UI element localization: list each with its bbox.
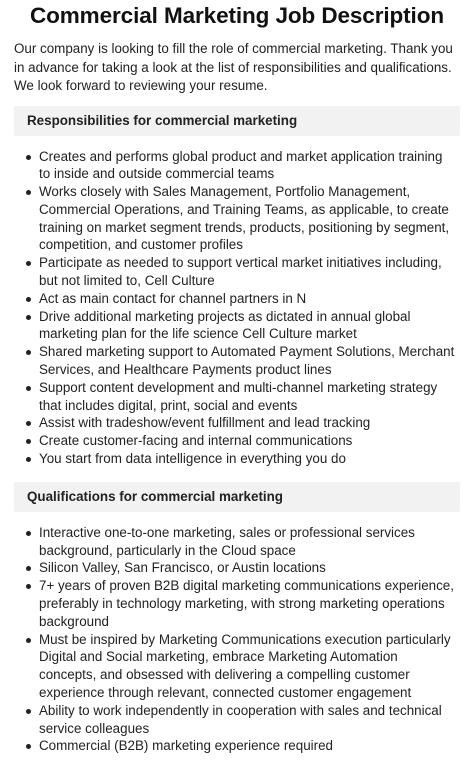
bullet-icon	[26, 386, 31, 391]
list-item-text: Silicon Valley, San Francisco, or Austin locations	[39, 560, 326, 576]
bullet-icon	[26, 439, 31, 444]
bullet-icon	[26, 744, 31, 749]
list-item-text: Creates and performs global product and market application training to inside and outside commercial teams	[39, 148, 443, 182]
list-item	[26, 450, 456, 468]
list-item	[26, 254, 456, 290]
bullet-icon	[26, 457, 31, 462]
list-item-text: Must be inspired by Marketing Communications execution particularly Digital and Social marketing, embrace Marketing Automation concepts, and obsessed with delivering a compelling customer experience through relevant, connected customer engagement	[39, 631, 451, 701]
list-item-text: Support content development and multi-channel marketing strategy that includes digital, print, social and events	[39, 379, 438, 413]
bullet-icon	[26, 709, 31, 714]
responsibilities-list	[14, 148, 460, 468]
bullet-icon	[26, 190, 31, 195]
bullet-icon	[26, 261, 31, 266]
list-item	[26, 432, 456, 450]
list-item	[26, 308, 456, 344]
list-item	[26, 524, 456, 560]
list-item-text: Commercial (B2B) marketing experience required	[39, 738, 333, 754]
bullet-icon	[26, 315, 31, 320]
list-item-text: Drive additional marketing projects as dictated in annual global marketing plan for the life science Cell Culture market	[39, 308, 411, 342]
list-item	[26, 559, 456, 577]
list-item	[26, 737, 456, 755]
bullet-icon	[26, 155, 31, 160]
qualifications-heading: Qualifications for commercial marketing	[14, 482, 460, 512]
list-item	[26, 290, 456, 308]
bullet-icon	[26, 297, 31, 302]
list-item-text: Assist with tradeshow/event fulfillment and lead tracking	[39, 415, 371, 431]
list-item	[26, 343, 456, 379]
list-item-text: Create customer-facing and internal communications	[39, 433, 353, 449]
page-title: Commercial Marketing Job Description	[29, 3, 444, 28]
bullet-icon	[26, 566, 31, 571]
bullet-icon	[26, 531, 31, 536]
list-item-text: Participate as needed to support vertical market initiatives including, but not limited to, Cell Culture	[39, 255, 442, 289]
list-item	[26, 631, 456, 702]
intro-paragraph: Our company is looking to fill the role of commercial marketing. Thank you in advance for taking a look at the list of responsibilities and qualifications. We look forward to reviewing your resume.	[14, 41, 453, 93]
list-item	[26, 379, 456, 415]
list-item	[26, 183, 456, 254]
responsibilities-heading: Responsibilities for commercial marketing	[14, 106, 460, 136]
list-item-text: Ability to work independently in cooperation with sales and technical service colleagues	[39, 702, 442, 736]
bullet-icon	[26, 584, 31, 589]
qualifications-list	[14, 524, 460, 755]
bullet-icon	[26, 638, 31, 643]
list-item-text: Act as main contact for channel partners in N	[39, 290, 307, 306]
list-item	[26, 702, 456, 738]
bullet-icon	[26, 350, 31, 355]
list-item	[26, 148, 456, 184]
list-item-text: Works closely with Sales Management, Portfolio Management, Commercial Operations, and Training Teams, as applicable, to create training on market segment trends, products, positioning by segment, competition, and customer profiles	[39, 184, 450, 253]
list-item	[26, 414, 456, 432]
list-item	[26, 577, 456, 630]
list-item-text: Shared marketing support to Automated Payment Solutions, Merchant Services, and Healthcare Payments product lines	[39, 344, 455, 378]
bullet-icon	[26, 421, 31, 426]
list-item-text: You start from data intelligence in everything you do	[39, 451, 346, 467]
list-item-text: Interactive one-to-one marketing, sales or professional services background, particularly in the Cloud space	[39, 524, 415, 558]
list-item-text: 7+ years of proven B2B digital marketing communications experience, preferably in technology marketing, with strong marketing operations background	[39, 578, 454, 629]
